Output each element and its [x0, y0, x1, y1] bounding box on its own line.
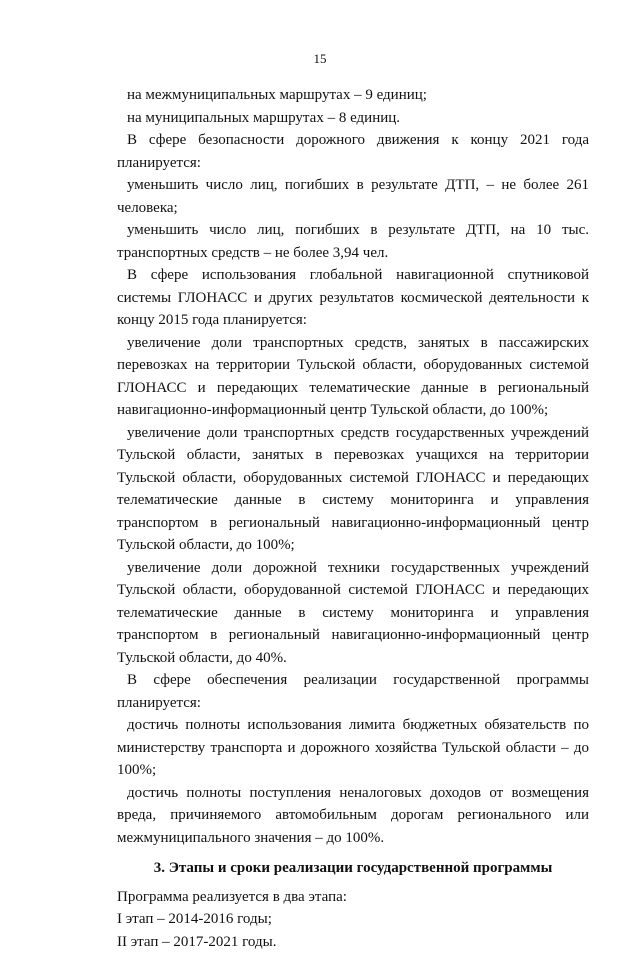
stages-intro: Программа реализуется в два этапа:: [117, 886, 589, 909]
paragraph-reduce-deaths-per-vehicles: уменьшить число лиц, погибших в результате ДТП, на 10 тыс. транспортных средств – не более 3,94 чел.: [117, 219, 589, 264]
paragraph-glonass-road-equipment: увеличение доли дорожной техники государственных учреждений Тульской области, оборудованной системой ГЛОНАСС и передающих телематические данные в систему мониторинга и управления транспортом в региональный навигационно-информационный центр Тульской области, до 40%.: [117, 557, 589, 670]
paragraph-non-tax-revenue: достичь полноты поступления неналоговых доходов от возмещения вреда, причиняемого автомобильным дорогам регионального или межмуниципального значения – до 100%.: [117, 782, 589, 850]
paragraph-glonass-school: увеличение доли транспортных средств государственных учреждений Тульской области, занятых в перевозках учащихся на территории Тульской области, оборудованных системой ГЛОНАСС и передающих телематические данные в систему мониторинга и управления транспортом в региональный навигационно-информационный центр Тульской области, до 100%;: [117, 422, 589, 557]
section-heading: 3. Этапы и сроки реализации государственной программы: [117, 857, 589, 880]
paragraph-reduce-deaths: уменьшить число лиц, погибших в результате ДТП, – не более 261 человека;: [117, 174, 589, 219]
paragraph-intermunicipal-routes: на межмуниципальных маршрутах – 9 единиц;: [117, 84, 589, 107]
stage-two: II этап – 2017-2021 годы.: [117, 931, 589, 953]
paragraph-glonass-intro: В сфере использования глобальной навигационной спутниковой системы ГЛОНАСС и других результатов космической деятельности к концу 2015 года планируется:: [117, 264, 589, 332]
page-content: [117, 84, 589, 953]
paragraph-program-support: В сфере обеспечения реализации государственной программы планируется:: [117, 669, 589, 714]
paragraph-road-safety: В сфере безопасности дорожного движения к концу 2021 года планируется:: [117, 129, 589, 174]
paragraph-budget-limit: достичь полноты использования лимита бюджетных обязательств по министерству транспорта и дорожного хозяйства Тульской области – до 100%;: [117, 714, 589, 782]
page-number: 15: [0, 48, 640, 71]
paragraph-municipal-routes: на муниципальных маршрутах – 8 единиц.: [117, 107, 589, 130]
stage-one: I этап – 2014-2016 годы;: [117, 908, 589, 931]
paragraph-glonass-passenger: увеличение доли транспортных средств, занятых в пассажирских перевозках на территории Тульской области, оборудованных системой ГЛОНАСС и передающих телематические данные в региональный навигационно-информационный центр Тульской области, до 100%;: [117, 332, 589, 422]
